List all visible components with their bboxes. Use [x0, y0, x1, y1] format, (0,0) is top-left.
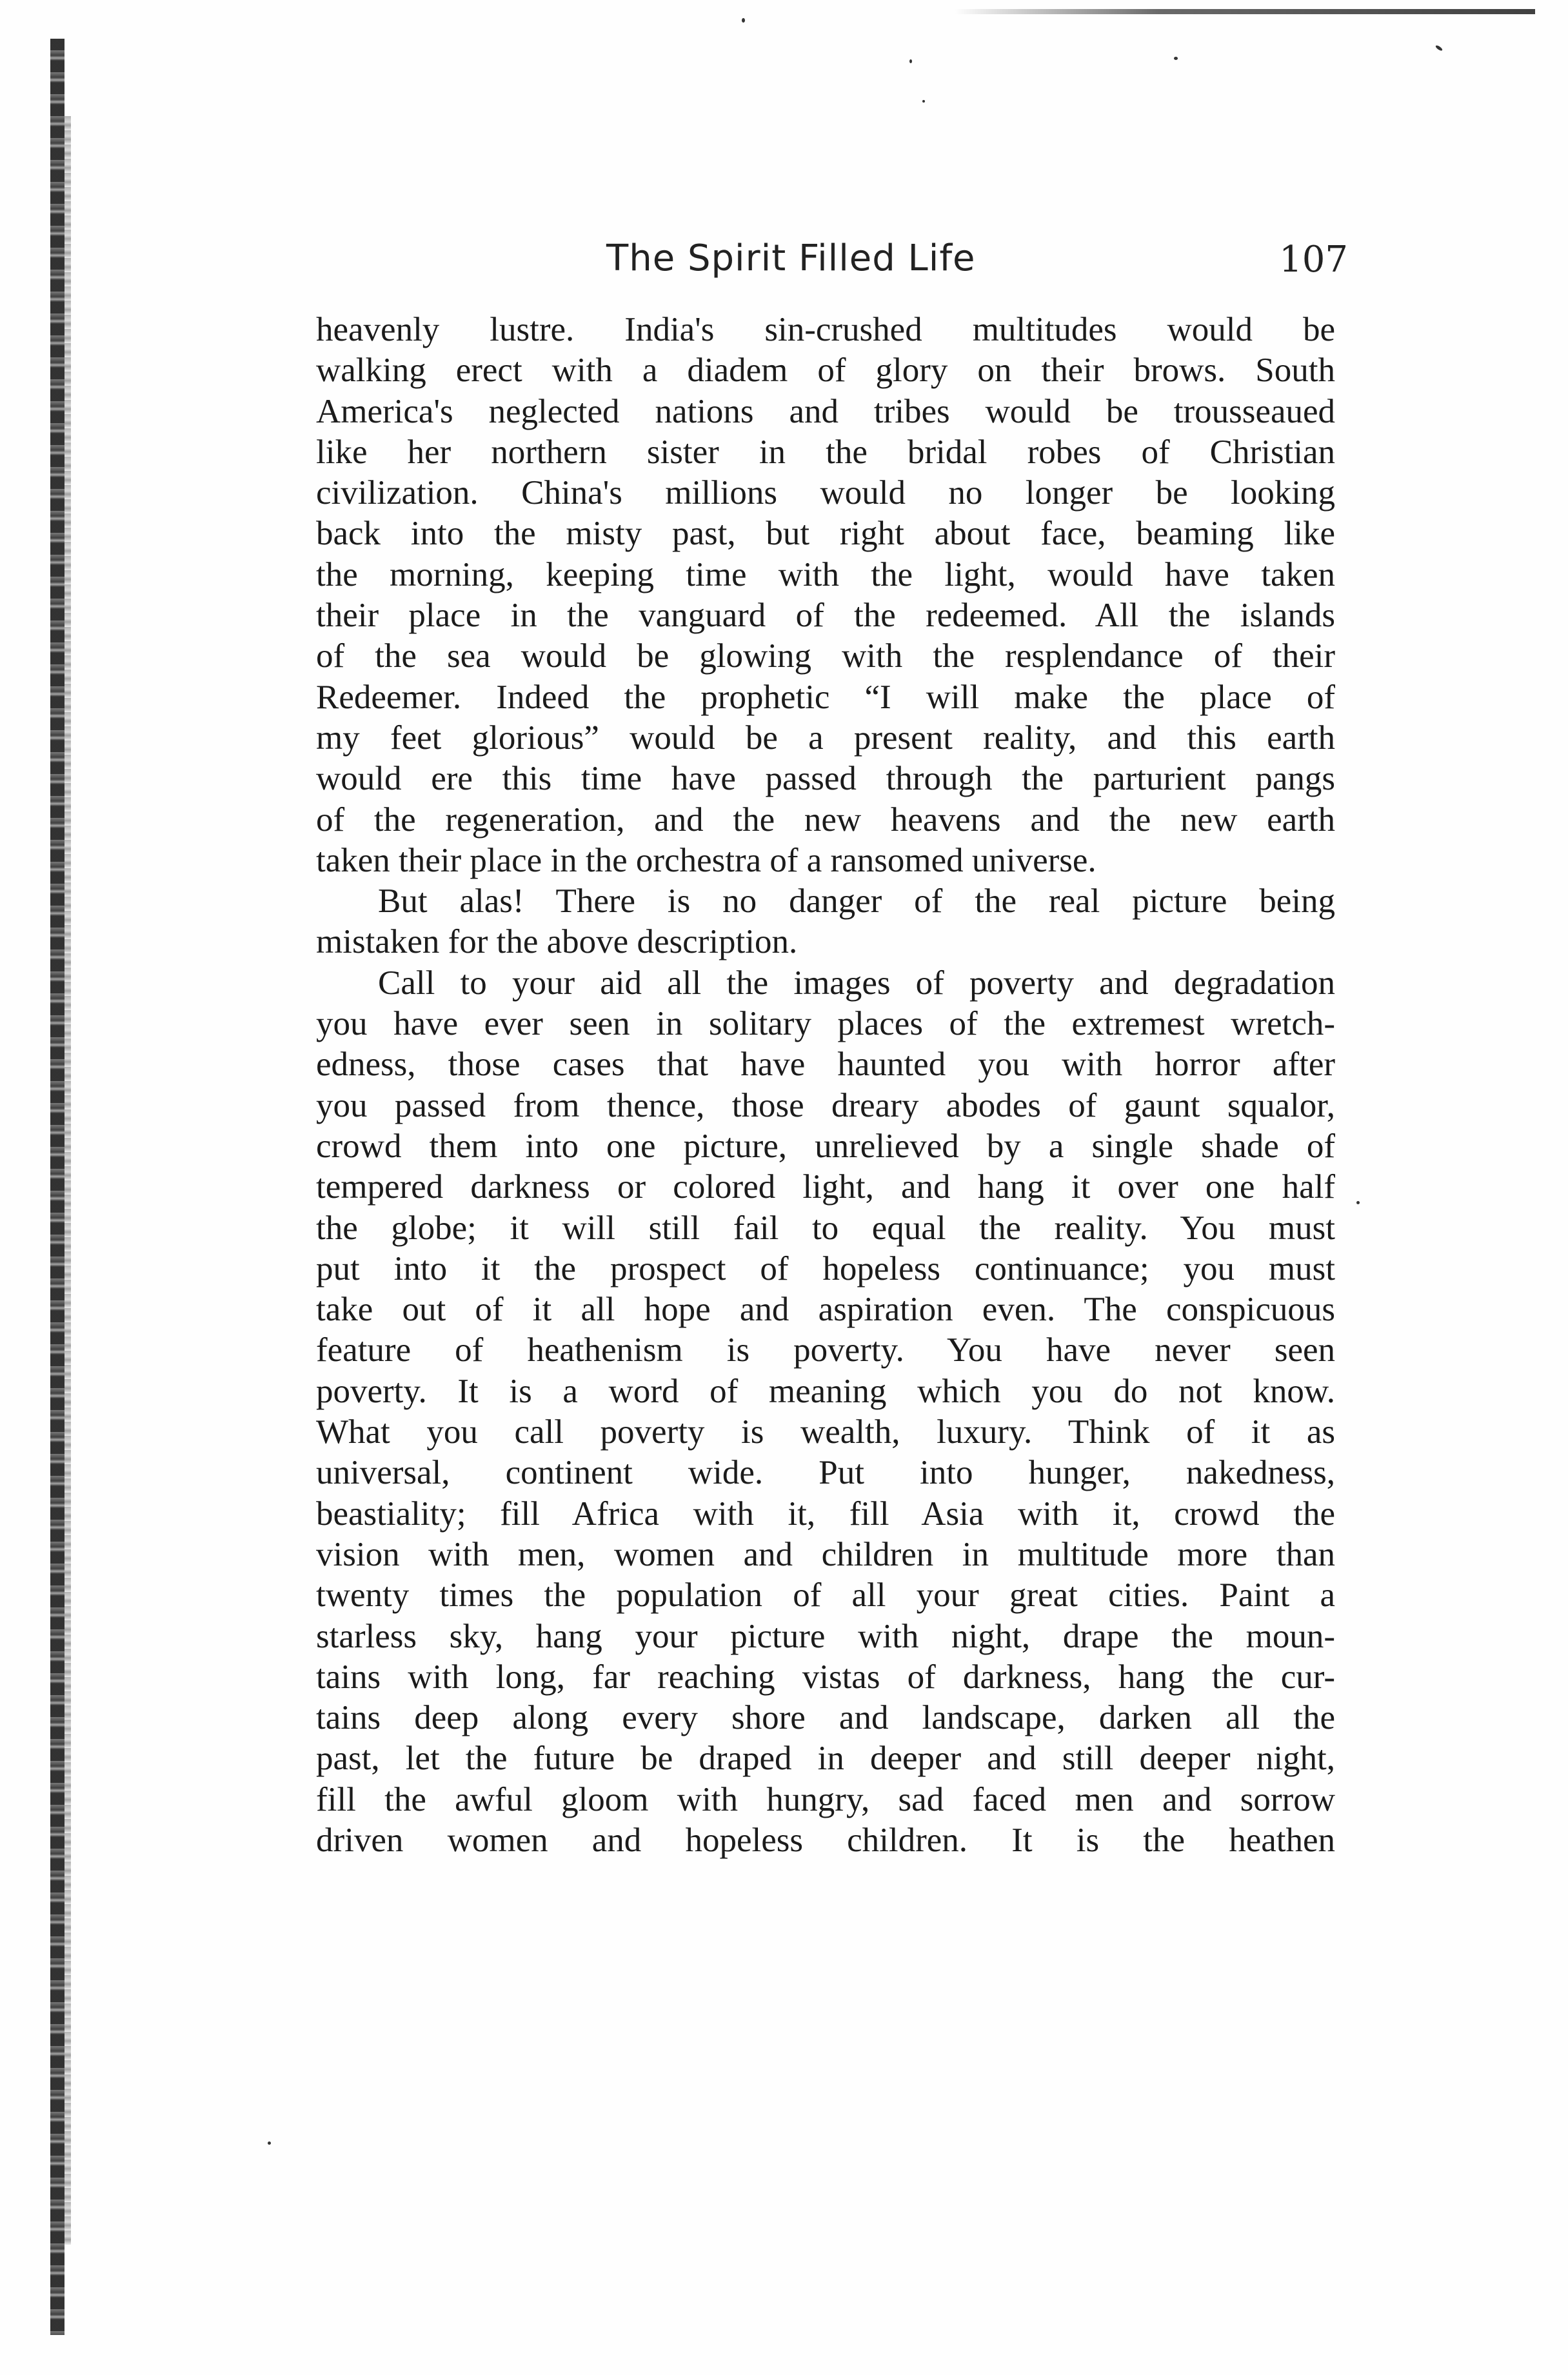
binding-edge-texture [65, 116, 71, 2245]
scan-speck [742, 18, 745, 23]
text-line: crowd them into one picture, unrelieved by a single shade of [316, 1127, 1335, 1165]
text-line: the morning, keeping time with the light, would have taken [316, 555, 1335, 593]
text-line: like her northern sister in the bridal robes of Christian [316, 433, 1335, 471]
scan-speck [1356, 1201, 1360, 1204]
text-line: heavenly lustre. India's sin-crushed multitudes would be [316, 311, 1335, 348]
text-line: Call to your aid all the images of poverty and degradation [378, 964, 1335, 1002]
paragraph [316, 310, 1335, 881]
text-line: you passed from thence, those dreary abodes of gaunt squalor, [316, 1086, 1335, 1124]
text-line: my feet glorious” would be a present reality, and this earth [316, 719, 1335, 757]
text-line: tains deep along every shore and landscape, darken all the [316, 1699, 1335, 1737]
paragraph [316, 881, 1335, 963]
text-line: the globe; it will still fail to equal the reality. You must [316, 1209, 1335, 1247]
binding-edge-shadow [50, 39, 65, 2335]
text-line: vision with men, women and children in multitude more than [316, 1535, 1335, 1573]
text-line: their place in the vanguard of the redeemed. All the islands [316, 597, 1335, 635]
text-line: America's neglected nations and tribes would be trousseaued [316, 392, 1335, 430]
text-line: poverty. It is a word of meaning which you do not know. [316, 1372, 1335, 1410]
text-line: of the regeneration, and the new heavens and the new earth [316, 800, 1335, 839]
text-line: Redeemer. Indeed the prophetic “I will make the place of [316, 678, 1335, 716]
text-line: driven women and hopeless children. It is the heathen [316, 1821, 1335, 1859]
scan-speck [1435, 45, 1444, 52]
text-line: starless sky, hang your picture with night, drape the moun- [316, 1617, 1335, 1655]
text-line: beastiality; fill Africa with it, fill Asia with it, crowd the [316, 1495, 1335, 1533]
text-line: tains with long, far reaching vistas of darkness, hang the cur- [316, 1658, 1335, 1696]
scan-speck [268, 2141, 271, 2145]
text-line: civilization. China's millions would no longer be looking [316, 474, 1335, 512]
text-line: edness, those cases that have haunted you with horror after [316, 1046, 1335, 1084]
scan-speck [909, 59, 912, 63]
text-line: past, let the future be draped in deeper and still deeper night, [316, 1740, 1335, 1778]
text-line: you have ever seen in solitary places of the extremest wretch- [316, 1005, 1335, 1043]
text-line: tempered darkness or colored light, and hang it over one half [316, 1168, 1335, 1206]
text-line: What you call poverty is wealth, luxury. Think of it as [316, 1413, 1335, 1451]
text-line: feature of heathenism is poverty. You have never seen [316, 1331, 1335, 1369]
text-line: mistaken for the above description. [316, 923, 798, 961]
text-line: back into the misty past, but right about face, beaming like [316, 515, 1335, 553]
running-header [606, 237, 1348, 289]
scan-top-edge-line [955, 9, 1535, 14]
text-line: would ere this time have passed through the parturient pangs [316, 760, 1335, 798]
text-line: universal, continent wide. Put into hunger, nakedness, [316, 1454, 1335, 1492]
text-line: of the sea would be glowing with the resplendance of their [316, 637, 1335, 675]
text-line: taken their place in the orchestra of a ransomed universe. [316, 841, 1097, 879]
text-line: But alas! There is no danger of the real picture being [378, 882, 1335, 920]
text-line: take out of it all hope and aspiration even. The conspicuous [316, 1291, 1335, 1329]
scan-speck [922, 100, 925, 103]
text-line: put into it the prospect of hopeless continuance; you must [316, 1249, 1335, 1287]
running-title: The Spirit Filled Life [606, 237, 976, 279]
text-line: twenty times the population of all your great cities. Paint a [316, 1576, 1335, 1615]
paragraph [316, 963, 1335, 1862]
body-text [316, 310, 1335, 1861]
page-number: 107 [1279, 239, 1348, 281]
text-line: fill the awful gloom with hungry, sad faced men and sorrow [316, 1780, 1335, 1818]
text-line: walking erect with a diadem of glory on their brows. South [316, 352, 1335, 390]
scan-speck [1174, 57, 1178, 60]
